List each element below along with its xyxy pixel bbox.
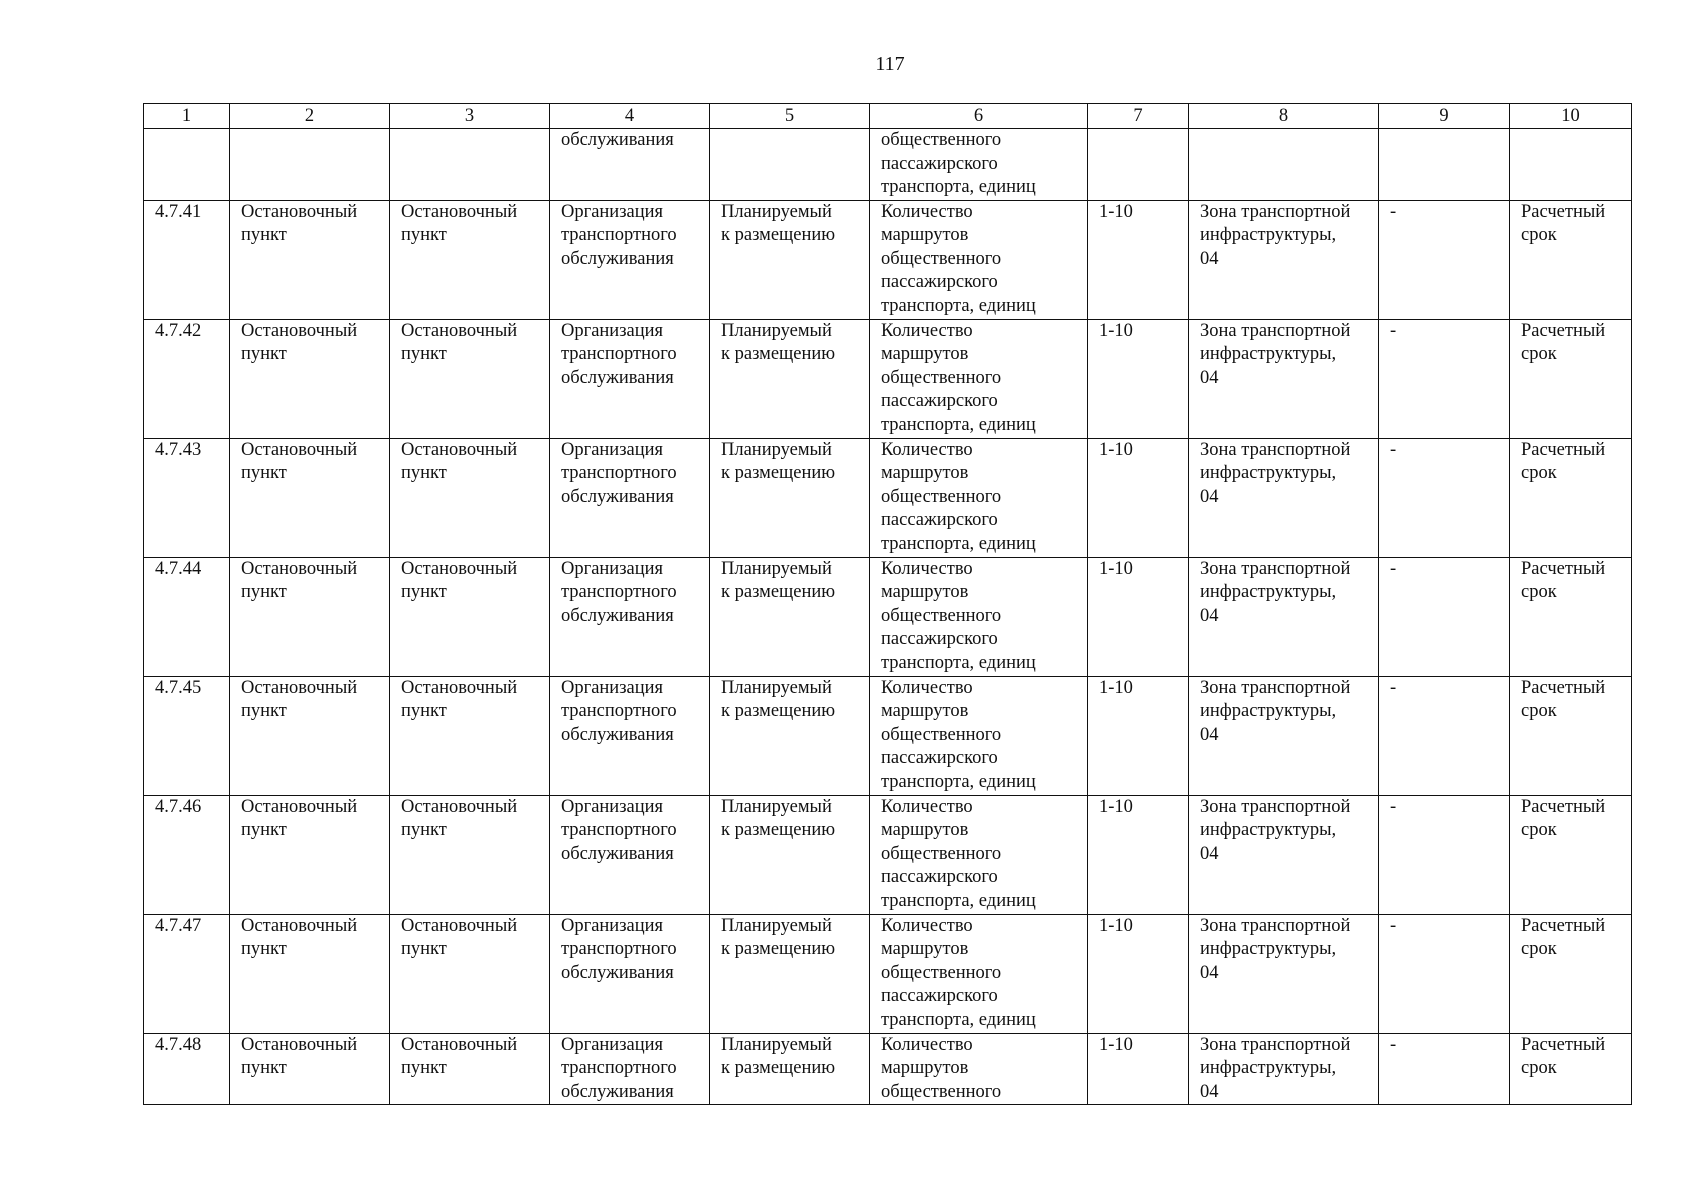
cell-line: к размещению <box>721 939 836 959</box>
cell-status <box>710 200 870 319</box>
cell-line: общественного <box>881 605 1002 626</box>
cell-purpose <box>550 914 710 1033</box>
cell-line: пункт <box>241 225 287 245</box>
cell-purpose <box>550 557 710 676</box>
cell-line: общественного <box>881 1081 1002 1102</box>
cell-line: Планируемый <box>721 320 832 341</box>
cell-value: 1-10 <box>1088 676 1189 795</box>
cell-line: пассажирского <box>881 391 998 411</box>
cell-line: общественного <box>881 248 1002 269</box>
cell-protection-zone: - <box>1379 557 1510 676</box>
column-header: 8 <box>1189 104 1379 129</box>
cell-line: пассажирского <box>881 748 998 768</box>
table-row <box>144 319 1632 438</box>
cell-number <box>144 129 230 201</box>
table-row <box>144 914 1632 1033</box>
cell-line: транспорта, единиц <box>881 1009 1036 1030</box>
table-body <box>144 129 1632 1105</box>
cell-number: 4.7.45 <box>144 676 230 795</box>
cell-zone <box>1189 129 1379 201</box>
cell-line: обслуживания <box>561 962 674 983</box>
cell-characteristics <box>870 795 1088 914</box>
cell-line: 04 <box>1200 605 1219 626</box>
cell-protection-zone: - <box>1379 914 1510 1033</box>
cell-value <box>1088 129 1189 201</box>
cell-line: пункт <box>401 463 447 483</box>
cell-characteristics <box>870 914 1088 1033</box>
cell-line: обслуживания <box>561 724 674 745</box>
cell-term <box>1510 319 1632 438</box>
cell-line: пассажирского <box>881 867 998 887</box>
cell-line: транспортного <box>561 344 677 364</box>
cell-line: срок <box>1521 939 1557 959</box>
cell-line: Зона транспортной <box>1200 320 1351 341</box>
cell-line: общественного <box>881 367 1002 388</box>
page-number: 117 <box>875 53 905 75</box>
cell-line: пункт <box>401 582 447 602</box>
cell-line: к размещению <box>721 820 836 840</box>
cell-object-type <box>230 914 390 1033</box>
cell-line: пункт <box>401 1058 447 1078</box>
cell-zone <box>1189 914 1379 1033</box>
cell-line: Остановочный <box>241 439 358 460</box>
column-header: 1 <box>144 104 230 129</box>
cell-object-name <box>390 200 550 319</box>
cell-status <box>710 914 870 1033</box>
cell-line: маршрутов <box>881 225 969 245</box>
cell-line: Остановочный <box>241 796 358 817</box>
cell-line: 04 <box>1200 486 1219 507</box>
cell-line: транспорта, единиц <box>881 771 1036 792</box>
cell-line: маршрутов <box>881 820 969 840</box>
column-header: 6 <box>870 104 1088 129</box>
table-row <box>144 200 1632 319</box>
cell-term <box>1510 200 1632 319</box>
cell-line: Остановочный <box>241 1034 358 1055</box>
cell-line: Количество <box>881 1034 973 1055</box>
cell-purpose <box>550 200 710 319</box>
cell-line: Зона транспортной <box>1200 915 1351 936</box>
cell-zone <box>1189 795 1379 914</box>
cell-line: Зона транспортной <box>1200 201 1351 222</box>
cell-line: транспортного <box>561 225 677 245</box>
cell-line: Остановочный <box>401 915 518 936</box>
cell-line: транспортного <box>561 701 677 721</box>
cell-value: 1-10 <box>1088 914 1189 1033</box>
cell-line: к размещению <box>721 582 836 602</box>
cell-line: Планируемый <box>721 558 832 579</box>
cell-object-name <box>390 914 550 1033</box>
cell-line: Зона транспортной <box>1200 439 1351 460</box>
cell-term <box>1510 914 1632 1033</box>
cell-line: обслуживания <box>561 486 674 507</box>
cell-line: маршрутов <box>881 1058 969 1078</box>
cell-line: Зона транспортной <box>1200 677 1351 698</box>
cell-line: обслуживания <box>561 1081 674 1102</box>
cell-line: Остановочный <box>241 558 358 579</box>
cell-line: Остановочный <box>401 320 518 341</box>
cell-line: к размещению <box>721 701 836 721</box>
cell-purpose <box>550 438 710 557</box>
cell-line: к размещению <box>721 344 836 364</box>
column-header: 7 <box>1088 104 1189 129</box>
cell-line: Количество <box>881 439 973 460</box>
table-row <box>144 676 1632 795</box>
cell-value: 1-10 <box>1088 795 1189 914</box>
cell-line: Остановочный <box>401 558 518 579</box>
cell-protection-zone: - <box>1379 200 1510 319</box>
cell-line: Планируемый <box>721 677 832 698</box>
cell-status <box>710 319 870 438</box>
cell-line: общественного <box>881 130 1002 150</box>
cell-line: маршрутов <box>881 939 969 959</box>
cell-line: Количество <box>881 796 973 817</box>
cell-zone <box>1189 676 1379 795</box>
cell-line: срок <box>1521 463 1557 483</box>
cell-line: маршрутов <box>881 582 969 602</box>
column-header: 10 <box>1510 104 1632 129</box>
column-header: 5 <box>710 104 870 129</box>
cell-line: пункт <box>241 463 287 483</box>
cell-line: Расчетный <box>1521 796 1606 817</box>
cell-line: пассажирского <box>881 272 998 292</box>
cell-number: 4.7.48 <box>144 1033 230 1105</box>
cell-object-name <box>390 795 550 914</box>
cell-line: пассажирского <box>881 510 998 530</box>
cell-line: Планируемый <box>721 1034 832 1055</box>
cell-line: инфраструктуры, <box>1200 344 1337 364</box>
cell-number: 4.7.44 <box>144 557 230 676</box>
cell-line: инфраструктуры, <box>1200 1058 1337 1078</box>
column-header: 2 <box>230 104 390 129</box>
cell-object-type <box>230 557 390 676</box>
cell-line: пункт <box>401 225 447 245</box>
cell-object-name <box>390 676 550 795</box>
cell-number: 4.7.42 <box>144 319 230 438</box>
cell-term <box>1510 1033 1632 1105</box>
cell-line: 04 <box>1200 724 1219 745</box>
cell-term <box>1510 557 1632 676</box>
cell-line: пассажирского <box>881 986 998 1006</box>
cell-zone <box>1189 557 1379 676</box>
cell-number: 4.7.47 <box>144 914 230 1033</box>
cell-status <box>710 129 870 201</box>
cell-object-type <box>230 1033 390 1105</box>
column-header: 3 <box>390 104 550 129</box>
cell-line: Организация <box>561 915 664 936</box>
cell-line: пункт <box>241 582 287 602</box>
cell-line: пункт <box>401 820 447 840</box>
cell-zone <box>1189 319 1379 438</box>
cell-line: общественного <box>881 962 1002 983</box>
cell-object-name <box>390 438 550 557</box>
cell-object-type <box>230 319 390 438</box>
table-row <box>144 438 1632 557</box>
cell-line: Остановочный <box>241 201 358 222</box>
cell-line: Количество <box>881 915 973 936</box>
cell-line: Остановочный <box>241 320 358 341</box>
cell-line: пункт <box>241 344 287 364</box>
cell-line: транспорта, единиц <box>881 414 1036 435</box>
cell-protection-zone: - <box>1379 319 1510 438</box>
cell-characteristics <box>870 557 1088 676</box>
cell-line: Расчетный <box>1521 677 1606 698</box>
cell-line: маршрутов <box>881 463 969 483</box>
cell-line: транспортного <box>561 1058 677 1078</box>
cell-purpose <box>550 676 710 795</box>
cell-line: инфраструктуры, <box>1200 463 1337 483</box>
cell-object-type <box>230 795 390 914</box>
cell-line: транспортного <box>561 820 677 840</box>
cell-line: Остановочный <box>401 201 518 222</box>
cell-line: транспорта, единиц <box>881 890 1036 911</box>
cell-characteristics <box>870 676 1088 795</box>
cell-line: Организация <box>561 1034 664 1055</box>
cell-line: Количество <box>881 320 973 341</box>
cell-line: Планируемый <box>721 201 832 222</box>
cell-line: Остановочный <box>401 1034 518 1055</box>
cell-characteristics <box>870 319 1088 438</box>
column-number-header-row <box>144 104 1632 129</box>
cell-line: 04 <box>1200 843 1219 864</box>
column-header: 4 <box>550 104 710 129</box>
cell-term <box>1510 438 1632 557</box>
cell-line: инфраструктуры, <box>1200 701 1337 721</box>
cell-line: транспортного <box>561 463 677 483</box>
cell-line: пункт <box>241 939 287 959</box>
cell-line: Организация <box>561 320 664 341</box>
cell-protection-zone: - <box>1379 795 1510 914</box>
cell-line: срок <box>1521 344 1557 364</box>
table-row <box>144 557 1632 676</box>
cell-object-type <box>230 200 390 319</box>
cell-line: Организация <box>561 677 664 698</box>
table-row <box>144 1033 1632 1105</box>
cell-line: пункт <box>241 701 287 721</box>
cell-status <box>710 557 870 676</box>
cell-line: пункт <box>401 939 447 959</box>
cell-line: Зона транспортной <box>1200 558 1351 579</box>
cell-status <box>710 438 870 557</box>
cell-line: маршрутов <box>881 701 969 721</box>
cell-line: Расчетный <box>1521 558 1606 579</box>
cell-purpose <box>550 319 710 438</box>
cell-line: инфраструктуры, <box>1200 939 1337 959</box>
cell-line: срок <box>1521 582 1557 602</box>
cell-line: срок <box>1521 701 1557 721</box>
cell-line: Остановочный <box>241 915 358 936</box>
cell-line: 04 <box>1200 1081 1219 1102</box>
cell-line: общественного <box>881 724 1002 745</box>
cell-object-name <box>390 1033 550 1105</box>
cell-characteristics <box>870 200 1088 319</box>
cell-line: Планируемый <box>721 915 832 936</box>
cell-line: Организация <box>561 796 664 817</box>
cell-status <box>710 795 870 914</box>
cell-line: транспортного <box>561 939 677 959</box>
cell-line: 04 <box>1200 962 1219 983</box>
cell-line: Расчетный <box>1521 201 1606 222</box>
cell-line: обслуживания <box>561 367 674 388</box>
cell-object-type <box>230 676 390 795</box>
cell-line: Зона транспортной <box>1200 796 1351 817</box>
cell-protection-zone <box>1379 129 1510 201</box>
cell-characteristics <box>870 1033 1088 1105</box>
cell-value: 1-10 <box>1088 438 1189 557</box>
cell-line: к размещению <box>721 1058 836 1078</box>
cell-object-type <box>230 129 390 201</box>
table-row <box>144 795 1632 914</box>
cell-line: пассажирского <box>881 629 998 649</box>
cell-line: общественного <box>881 843 1002 864</box>
cell-line: общественного <box>881 486 1002 507</box>
cell-protection-zone: - <box>1379 1033 1510 1105</box>
cell-line: Остановочный <box>241 677 358 698</box>
cell-line: Расчетный <box>1521 320 1606 341</box>
cell-purpose <box>550 795 710 914</box>
cell-value: 1-10 <box>1088 1033 1189 1105</box>
cell-object-name <box>390 557 550 676</box>
cell-line: маршрутов <box>881 344 969 364</box>
cell-line: срок <box>1521 225 1557 245</box>
cell-line: к размещению <box>721 225 836 245</box>
cell-line: Количество <box>881 677 973 698</box>
cell-line: пункт <box>401 344 447 364</box>
cell-line: транспорта, единиц <box>881 177 1036 197</box>
cell-object-name <box>390 319 550 438</box>
cell-characteristics <box>870 129 1088 201</box>
cell-line: инфраструктуры, <box>1200 225 1337 245</box>
cell-value: 1-10 <box>1088 200 1189 319</box>
cell-line: Расчетный <box>1521 1034 1606 1055</box>
cell-value: 1-10 <box>1088 557 1189 676</box>
cell-line: Планируемый <box>721 439 832 460</box>
cell-line: пункт <box>241 820 287 840</box>
cell-number: 4.7.41 <box>144 200 230 319</box>
cell-line: Количество <box>881 201 973 222</box>
cell-line: пункт <box>241 1058 287 1078</box>
cell-line: пункт <box>401 701 447 721</box>
cell-term <box>1510 129 1632 201</box>
cell-status <box>710 1033 870 1105</box>
cell-characteristics <box>870 438 1088 557</box>
cell-protection-zone: - <box>1379 438 1510 557</box>
cell-number: 4.7.46 <box>144 795 230 914</box>
cell-line: срок <box>1521 820 1557 840</box>
cell-line: инфраструктуры, <box>1200 820 1337 840</box>
cell-protection-zone: - <box>1379 676 1510 795</box>
cell-line: Остановочный <box>401 796 518 817</box>
cell-line: транспорта, единиц <box>881 652 1036 673</box>
column-header: 9 <box>1379 104 1510 129</box>
cell-object-type <box>230 438 390 557</box>
cell-line: Расчетный <box>1521 439 1606 460</box>
cell-number: 4.7.43 <box>144 438 230 557</box>
cell-line: Остановочный <box>401 439 518 460</box>
cell-line: транспорта, единиц <box>881 295 1036 316</box>
data-table <box>143 103 1632 1105</box>
cell-line: Расчетный <box>1521 915 1606 936</box>
cell-line: Организация <box>561 439 664 460</box>
cell-line: Количество <box>881 558 973 579</box>
cell-line: транспортного <box>561 582 677 602</box>
continuation-row <box>144 129 1632 201</box>
cell-zone <box>1189 438 1379 557</box>
cell-line: инфраструктуры, <box>1200 582 1337 602</box>
cell-object-name <box>390 129 550 201</box>
cell-line: транспорта, единиц <box>881 533 1036 554</box>
cell-line: Зона транспортной <box>1200 1034 1351 1055</box>
cell-line: к размещению <box>721 463 836 483</box>
cell-zone <box>1189 1033 1379 1105</box>
cell-status <box>710 676 870 795</box>
cell-line: срок <box>1521 1058 1557 1078</box>
cell-term <box>1510 676 1632 795</box>
cell-purpose <box>550 129 710 201</box>
cell-line: Организация <box>561 558 664 579</box>
cell-line: обслуживания <box>561 605 674 626</box>
cell-line: обслуживания <box>561 248 674 269</box>
cell-term <box>1510 795 1632 914</box>
cell-line: Планируемый <box>721 796 832 817</box>
cell-line: пассажирского <box>881 153 998 174</box>
cell-zone <box>1189 200 1379 319</box>
cell-line: Организация <box>561 201 664 222</box>
cell-line: 04 <box>1200 248 1219 269</box>
cell-line: 04 <box>1200 367 1219 388</box>
cell-purpose <box>550 1033 710 1105</box>
cell-line: обслуживания <box>561 843 674 864</box>
cell-line: обслуживания <box>561 130 674 150</box>
cell-value: 1-10 <box>1088 319 1189 438</box>
cell-line: Остановочный <box>401 677 518 698</box>
